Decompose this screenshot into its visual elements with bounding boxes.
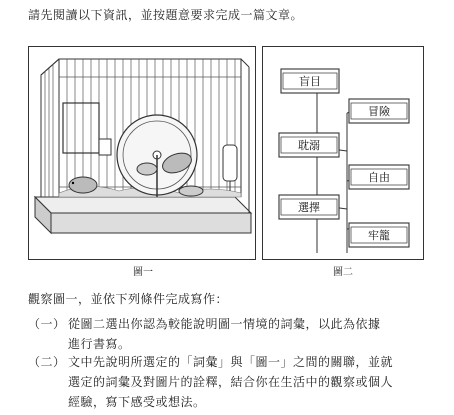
signpost-illustration <box>263 47 425 261</box>
figure-2-caption: 圖二 <box>333 267 353 278</box>
item-text-line: 選定的詞彙及對圖片的詮釋，結合你在生活中的觀察或個人 <box>68 375 394 389</box>
item-text-line: 進行書寫。 <box>68 337 131 351</box>
requirement-item-1 <box>28 314 381 354</box>
figure-1-caption: 圖一 <box>133 267 153 278</box>
hamster-cage-illustration <box>29 47 257 261</box>
item-text-line: 文中先說明所選定的「詞彙」與「圖一」之間的關聯，並就 <box>68 355 394 369</box>
item-text-line: 從圖二選出你認為較能說明圖一情境的詞彙，以此為依據 <box>68 317 381 331</box>
item-marker: （一） <box>28 317 66 331</box>
figure-1-panel <box>28 46 256 260</box>
sign-label: 自由 <box>368 171 390 184</box>
sign-label: 選擇 <box>298 201 320 214</box>
item-text-line: 經驗，寫下感受或想法。 <box>68 395 206 409</box>
sign-label: 耽溺 <box>298 139 320 152</box>
instruction-text: 觀察圖一，並依下列條件完成寫作： <box>28 292 229 306</box>
sign-label: 冒險 <box>368 105 390 118</box>
item-marker: （二） <box>28 355 66 369</box>
sign-label: 牢籠 <box>368 229 390 242</box>
requirement-item-2 <box>28 352 393 412</box>
intro-text: 請先閱讀以下資訊，並按題意要求完成一篇文章。 <box>28 8 304 22</box>
sign-label: 盲目 <box>299 75 321 88</box>
figure-2-panel <box>262 46 424 260</box>
